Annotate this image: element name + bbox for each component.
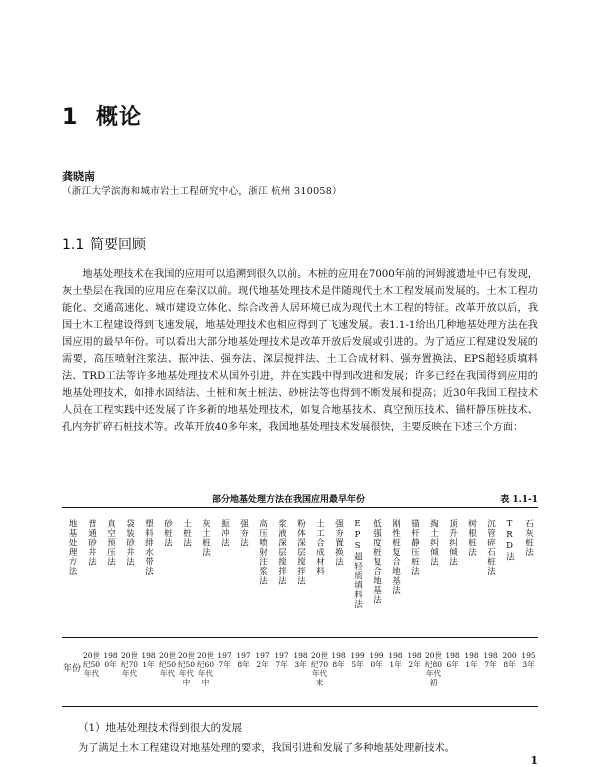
method-year: 20世纪50年代中 (177, 651, 196, 687)
table-number: 表 1.1-1 (500, 495, 538, 505)
method-header-cell (424, 509, 443, 637)
method-header-cell (158, 509, 177, 637)
method-year: 1977年 (274, 651, 289, 669)
methods-table (62, 509, 538, 733)
method-name: 石灰桩法 (523, 519, 534, 557)
section-number: 1.1 (62, 237, 85, 253)
method-header-cell (120, 509, 139, 637)
method-year: 1977年 (217, 651, 232, 669)
method-year: 1981年 (388, 651, 403, 669)
method-name: 砂桩法 (162, 519, 173, 548)
subheading: （1）地基处理技术得到很大的发展 (78, 722, 243, 734)
method-year: 1972年 (255, 651, 270, 669)
method-header-cell (481, 509, 500, 637)
table-title: 部分地基处理方法在我国应用最早年份 (212, 495, 366, 505)
table-top-rule (62, 507, 538, 508)
method-name: 普通砂井法 (86, 519, 97, 567)
method-header-cell (82, 509, 101, 637)
method-name: EPS超轻质填料法 (352, 519, 363, 609)
method-header-cell (234, 509, 253, 637)
method-year: 1982年 (407, 651, 422, 669)
method-header-cell (272, 509, 291, 637)
method-year: 20世纪50年代 (82, 651, 101, 678)
method-year: 20世纪70年代末 (310, 651, 329, 687)
table-row-header (62, 509, 82, 637)
method-name: 粉体深层搅拌法 (295, 519, 306, 586)
method-year: 1995年 (350, 651, 365, 669)
chapter-title (62, 100, 142, 131)
body-paragraph (62, 266, 538, 436)
method-header-cell (367, 509, 386, 637)
method-year: 20世纪50年代 (158, 651, 177, 678)
table-year-row (62, 637, 538, 733)
method-name: 锚杆静压桩法 (409, 519, 420, 576)
method-header-cell (310, 509, 329, 637)
method-name: 塑料排水带法 (143, 519, 154, 576)
year-row-header: 年份 (62, 664, 81, 674)
method-name: 土工合成材料 (314, 519, 325, 576)
method-header-cell (405, 509, 424, 637)
chapter-name: 概论 (96, 105, 143, 130)
method-header-cell (139, 509, 158, 637)
method-name: 沉管碎石桩法 (485, 519, 496, 576)
method-year: 20世纪70年代 (120, 651, 139, 678)
method-header-cell (386, 509, 405, 637)
section-heading (62, 234, 146, 254)
method-name: 土桩法 (181, 519, 192, 548)
table-header-row (62, 509, 538, 637)
method-year: 1978年 (236, 651, 251, 669)
chapter-number: 1 (62, 105, 79, 130)
method-year: 1980年 (103, 651, 118, 669)
method-header-cell (253, 509, 272, 637)
method-name: 高压喷射注浆法 (257, 519, 268, 586)
method-header-cell (196, 509, 215, 637)
page-number: 1 (530, 754, 538, 767)
method-header-cell (500, 509, 519, 637)
method-name: 浆液深层搅拌法 (276, 519, 287, 586)
section-title: 简要回顾 (90, 237, 146, 253)
method-year: 1990年 (369, 651, 384, 669)
method-name: 刚性桩复合地基法 (390, 519, 401, 595)
method-year: 1981年 (141, 651, 156, 669)
method-name: 真空预压法 (105, 519, 116, 567)
row-header-text: 地基处理方法 (67, 519, 77, 576)
method-name: 灰土桩法 (200, 519, 211, 557)
method-year: 1983年 (293, 651, 308, 669)
method-name: 顶升纠倾法 (447, 519, 458, 567)
author-name: 龚晓南 (62, 170, 95, 183)
method-year: 1986年 (445, 651, 460, 669)
method-name: TRD法 (504, 519, 515, 562)
method-name: 袋装砂井法 (124, 519, 135, 567)
method-year: 20世纪80年代初 (424, 651, 443, 687)
method-header-cell (101, 509, 120, 637)
method-name: 强夯置换法 (333, 519, 344, 567)
method-header-cell (177, 509, 196, 637)
table-header-rule (62, 637, 538, 638)
method-year: 2008年 (502, 651, 517, 669)
method-header-cell (215, 509, 234, 637)
method-name: 低强度桩复合地基法 (371, 519, 382, 605)
paragraph-text: 地基处理技术在我国的应用可以追溯到很久以前。木桩的应用在7000年前的河姆渡遗址中已有发现，灰土垫层在我国的应用应在秦汉以前。现代地基处理技术是伴随现代土木工程发展而发展的。土木工程功能化、交通高速化、城市建设立体化、综合改善人居环境已成为现代土木工程的特征。改革开放以后，我国土木工程建设得到飞速发展，地基处理技术也相应得到了飞速发展。表1.1-1给出几种地基处理方法在我国应用的最早年份。可以看出大部分地基处理技术是改革开放后发展或引进的。为了适应工程建设发展的需要，高压喷射注浆法、振冲法、强夯法、深层搅拌法、土工合成材料、强夯置换法、EPS超轻质填料法、TRD工法等许多地基处理技术从国外引进，并在实践中得到改进和发展；许多已经在我国得到应用的地基处理技术，如排水固结法、土桩和灰土桩法、砂桩法等也得到不断发展和提高；近30年我国工程技术人员在工程实践中还发展了许多新的地基处理技术，如复合地基技术、真空预压技术、锚杆静压桩技术、孔内夯扩碎石桩技术等。改革开放40多年来，我国地基处理技术发展很快，主要反映在下述三个方面： (62, 269, 538, 433)
method-header-cell (443, 509, 462, 637)
method-name: 振冲法 (219, 519, 230, 548)
method-year: 20世纪60年代中 (196, 651, 215, 687)
method-header-cell (329, 509, 348, 637)
method-year: 1953年 (521, 651, 536, 669)
table-bottom-rule (62, 706, 538, 707)
author-affiliation: （浙江大学滨海和城市岩土工程研究中心，浙江 杭州 310058） (62, 186, 342, 197)
subheading-text: 为了满足土木工程建设对地基处理的要求，我国引进和发展了多种地基处理新技术。 (78, 743, 455, 754)
method-name: 树根桩法 (466, 519, 477, 557)
method-header-cell (291, 509, 310, 637)
method-header-cell (519, 509, 538, 637)
method-name: 掏土纠倾法 (428, 519, 439, 567)
method-header-cell (348, 509, 367, 637)
method-header-cell (462, 509, 481, 637)
method-name: 强夯法 (238, 519, 249, 548)
method-year: 1988年 (331, 651, 346, 669)
method-year: 1981年 (464, 651, 479, 669)
method-year: 1987年 (483, 651, 498, 669)
